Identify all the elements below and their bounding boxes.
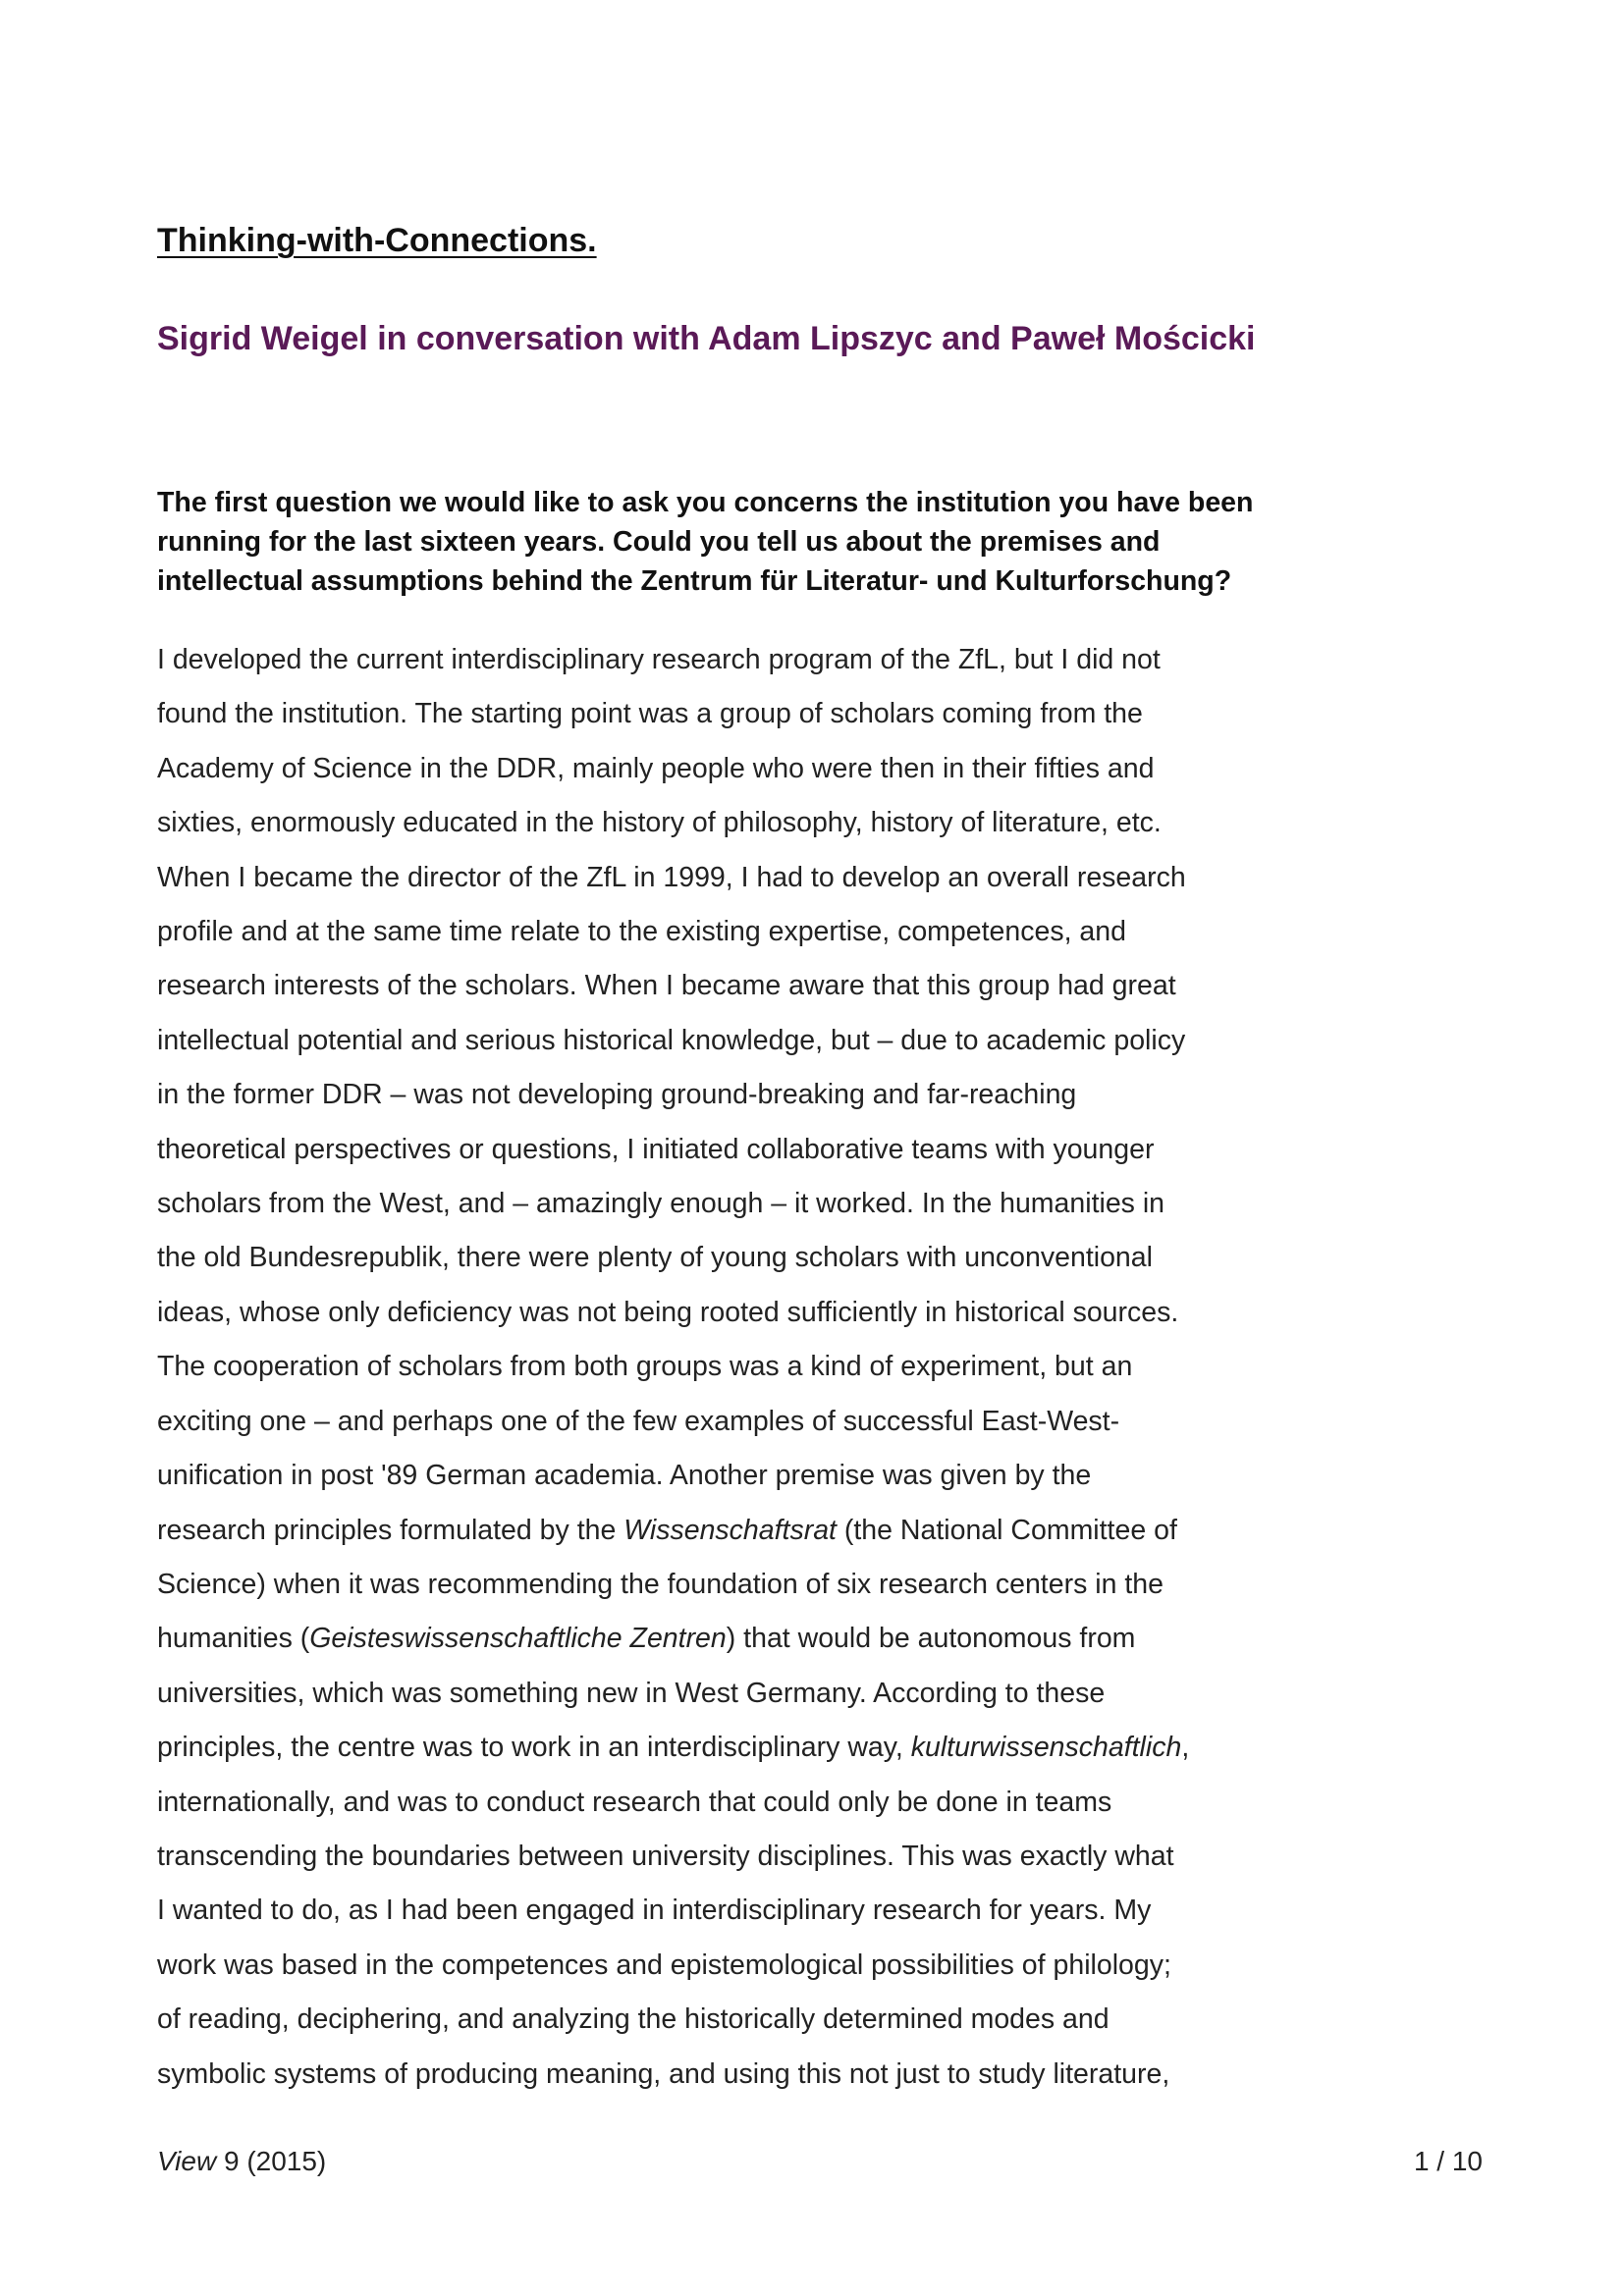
answer-line: Academy of Science in the DDR, mainly people who were then in their fifties and	[157, 752, 1155, 784]
article-subtitle: Sigrid Weigel in conversation with Adam Lipszyc and Paweł Mościcki	[157, 320, 1256, 357]
journal-name: View	[157, 2146, 217, 2176]
journal-citation	[157, 2146, 326, 2177]
journal-issue: 9 (2015)	[216, 2146, 327, 2176]
answer-line: sixties, enormously educated in the history of philosophy, history of literature, etc.	[157, 807, 1162, 839]
italic-term: kulturwissenschaftlich	[910, 1732, 1182, 1764]
answer-line: work was based in the competences and epistemological possibilities of philology;	[157, 1949, 1171, 1981]
question-line: running for the last sixteen years. Could you tell us about the premises and	[157, 526, 1161, 558]
answer-text: (the National Committee of	[836, 1514, 1177, 1546]
italic-term: Geisteswissenschaftliche Zentren	[309, 1623, 727, 1655]
answer-line: found the institution. The starting point was a group of scholars coming from the	[157, 698, 1143, 730]
question-line: intellectual assumptions behind the Zentrum für Literatur- und Kulturforschung?	[157, 565, 1232, 597]
italic-term: Wissenschaftsrat	[623, 1514, 837, 1546]
answer-line	[157, 1612, 1375, 1666]
interview-answer	[157, 633, 1375, 2102]
answer-line: When I became the director of the ZfL in 1999, I had to develop an overall research	[157, 861, 1186, 893]
answer-line: I developed the current interdisciplinary research program of the ZfL, but I did not	[157, 644, 1161, 675]
page-footer	[157, 2146, 1483, 2185]
question-line: The first question we would like to ask you concerns the institution you have been	[157, 487, 1254, 518]
answer-line: theoretical perspectives or questions, I initiated collaborative teams with younger	[157, 1133, 1155, 1165]
answer-line	[157, 1504, 1375, 1558]
answer-line: The cooperation of scholars from both groups was a kind of experiment, but an	[157, 1351, 1133, 1383]
answer-line: scholars from the West, and – amazingly enough – it worked. In the humanities in	[157, 1188, 1165, 1220]
answer-line: symbolic systems of producing meaning, and using this not just to study literature,	[157, 2057, 1170, 2090]
answer-line: ideas, whose only deficiency was not being rooted sufficiently in historical sources.	[157, 1296, 1179, 1328]
answer-text: humanities (	[157, 1623, 310, 1655]
answer-line: internationally, and was to conduct research that could only be done in teams	[157, 1786, 1112, 1818]
answer-line: Science) when it was recommending the foundation of six research centers in the	[157, 1568, 1164, 1600]
answer-line: profile and at the same time relate to the existing expertise, competences, and	[157, 916, 1126, 948]
answer-text: principles, the centre was to work in an interdisciplinary way,	[157, 1732, 911, 1764]
answer-line: I wanted to do, as I had been engaged in interdisciplinary research for years. My	[157, 1895, 1152, 1927]
answer-text: ,	[1181, 1732, 1190, 1764]
answer-line: research interests of the scholars. When I became aware that this group had great	[157, 970, 1176, 1002]
answer-line: transcending the boundaries between university disciplines. This was exactly what	[157, 1840, 1174, 1872]
answer-line: unification in post '89 German academia. Another premise was given by the	[157, 1460, 1092, 1492]
answer-line	[157, 1721, 1375, 1775]
answer-line: of reading, deciphering, and analyzing the historically determined modes and	[157, 2003, 1110, 2036]
answer-line: intellectual potential and serious historical knowledge, but – due to academic policy	[157, 1024, 1186, 1056]
page-number: 1 / 10	[1413, 2146, 1483, 2176]
answer-line: exciting one – and perhaps one of the few examples of successful East-West-	[157, 1405, 1120, 1437]
answer-line: the old Bundesrepublik, there were plenty of young scholars with unconventional	[157, 1242, 1153, 1274]
answer-text: research principles formulated by the	[157, 1514, 624, 1546]
answer-line: in the former DDR – was not developing ground-breaking and far-reaching	[157, 1079, 1077, 1111]
interview-question	[157, 483, 1316, 601]
answer-line: universities, which was something new in West Germany. According to these	[157, 1677, 1106, 1709]
article-title: Thinking-with-Connections.	[157, 222, 597, 259]
answer-text: ) that would be autonomous from	[726, 1623, 1136, 1655]
